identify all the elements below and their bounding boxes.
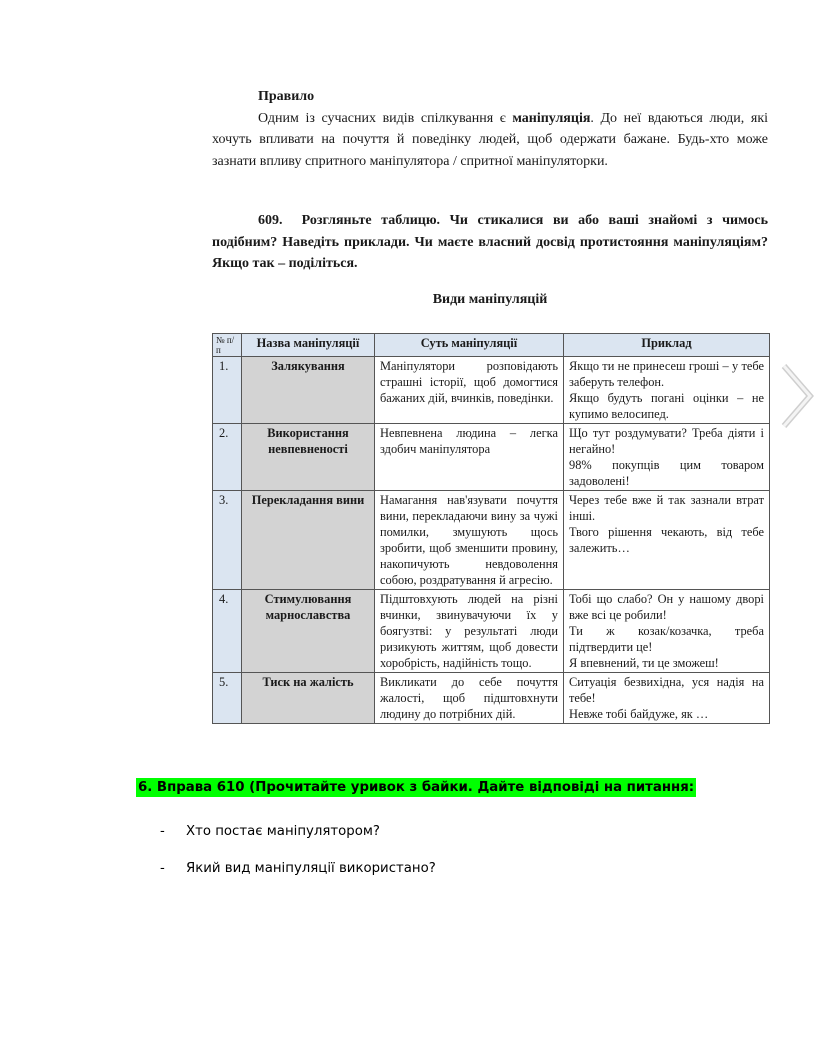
question-list	[160, 813, 436, 887]
row-number: 3.	[213, 491, 242, 590]
chevron-right-icon[interactable]	[778, 360, 816, 432]
manipulation-essence: Намагання нав'язувати почуття вини, перекладаючи вину за чужі помилки, змушують щось зробити, щоб зменшити провину, накопичують невдоволення собою, роздратування й агресію.	[375, 491, 564, 590]
row-number: 2.	[213, 424, 242, 491]
row-number: 5.	[213, 673, 242, 724]
list-item	[160, 813, 436, 850]
rule-text-start: Одним із сучасних видів спілкування є	[258, 110, 513, 126]
rule-text	[212, 108, 768, 173]
manipulation-name: Перекладання вини	[242, 491, 375, 590]
table-caption: Види маніпуляцій	[432, 291, 548, 307]
table-row	[213, 357, 770, 424]
header-example: Приклад	[564, 334, 770, 357]
manipulation-essence: Маніпулятори розповідають страшні історії, щоб домогтися бажаних дій, вчинків, поведінки.	[375, 357, 564, 424]
row-number: 1.	[213, 357, 242, 424]
manipulation-essence: Підштовхують людей на різні вчинки, звинувачуючи їх у боягузтві: у результаті люди ризикують життям, щоб довести хоробрість, надійність тощо.	[375, 590, 564, 673]
header-essence: Суть маніпуляції	[375, 334, 564, 357]
row-number: 4.	[213, 590, 242, 673]
table-row	[213, 590, 770, 673]
manipulation-name: Використання невпевненості	[242, 424, 375, 491]
manipulation-essence: Викликати до себе почуття жалості, щоб підштовхнути людину до потрібних дій.	[375, 673, 564, 724]
exercise-text: Розгляньте таблицю. Чи стикалися ви або ваші знайомі з чимось подібним? Наведіть приклади. Чи маєте власний досвід протистояння маніпуляціям? Якщо так – поділіться.	[212, 213, 769, 271]
rule-text-bold-term: маніпуляція	[512, 110, 591, 126]
manipulation-example	[564, 673, 770, 724]
example-line: Якщо ти не принесеш гроші – у тебе заберуть телефон.	[569, 359, 764, 389]
question-text: Який вид маніпуляції використано?	[186, 861, 436, 876]
example-line: Якщо будуть погані оцінки – не купимо велосипед.	[569, 391, 764, 421]
manipulation-name: Залякування	[242, 357, 375, 424]
example-line: Твого рішення чекають, від тебе залежить…	[569, 525, 764, 555]
bullet-dash: -	[160, 861, 165, 876]
table-row	[213, 491, 770, 590]
example-line: Ти ж козак/козачка, треба підтвердити це!	[569, 624, 764, 654]
assignment-heading: 6. Вправа 610 (Прочитайте уривок з байки. Дайте відповіді на питання:	[138, 780, 695, 795]
example-line: 98% покупців цим товаром задоволені!	[569, 458, 764, 488]
example-line: Через тебе вже й так зазнали втрат інші.	[569, 493, 764, 523]
example-line: Невже тобі байдуже, як …	[569, 707, 709, 721]
manipulation-example	[564, 357, 770, 424]
table-row	[213, 673, 770, 724]
exercise-number: 609.	[258, 213, 283, 228]
example-line: Тобі що слабо? Он у нашому дворі вже всі це робили!	[569, 592, 764, 622]
scanned-textbook-page	[212, 86, 768, 308]
rule-title: Правило	[258, 89, 315, 104]
header-name: Назва маніпуляції	[242, 334, 375, 357]
manipulation-example	[564, 424, 770, 491]
table-header-row	[213, 334, 770, 357]
manipulation-types-table	[212, 333, 770, 724]
manipulation-example	[564, 491, 770, 590]
header-number: № п/п	[213, 334, 242, 357]
manipulation-name: Тиск на жалість	[242, 673, 375, 724]
example-line: Ситуація безвихідна, уся надія на тебе!	[569, 675, 764, 705]
manipulation-name: Стимулювання марнославства	[242, 590, 375, 673]
question-text: Хто постає маніпулятором?	[186, 824, 380, 839]
table-row	[213, 424, 770, 491]
bullet-dash: -	[160, 824, 165, 839]
example-line: Я впевнений, ти це зможеш!	[569, 656, 719, 670]
example-line: Що тут роздумувати? Треба діяти і негайно!	[569, 426, 764, 456]
manipulation-example	[564, 590, 770, 673]
list-item	[160, 850, 436, 887]
rule-text-end: . До неї вдаються люди, які хочуть впливати на почуття й поведінку людей, щоб одержати бажане. Будь-хто може зазнати впливу спритного маніпулятора / спритної маніпуляторки.	[212, 110, 769, 169]
exercise-609	[212, 210, 768, 275]
manipulation-essence: Невпевнена людина – легка здобич маніпулятора	[375, 424, 564, 491]
